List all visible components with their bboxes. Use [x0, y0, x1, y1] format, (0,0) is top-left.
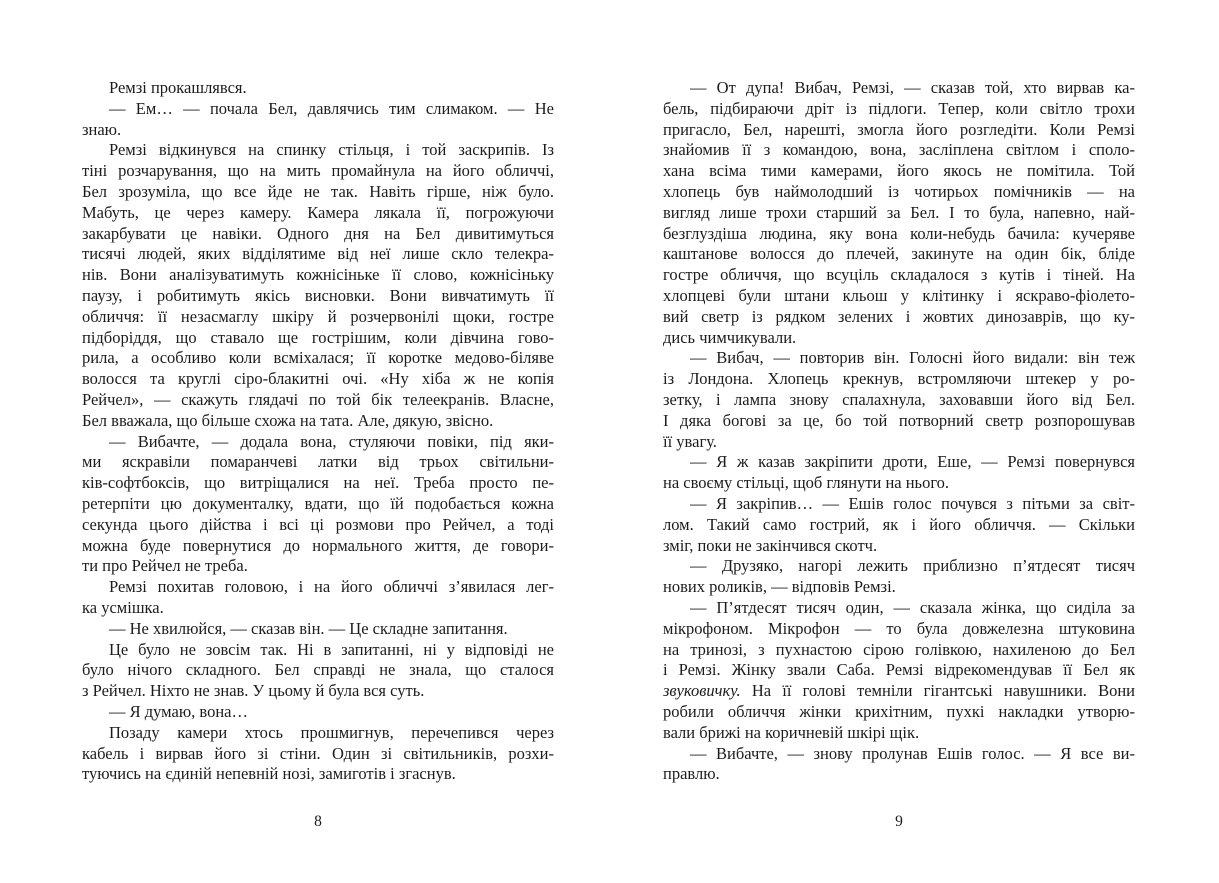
- text-line: дись чимчикували.: [663, 327, 797, 347]
- text-line: рила, а особливо коли всміхалася; її коротке медово-біляве: [82, 348, 554, 368]
- text-line: — Вибачте, — додала вона, стуляючи повіки, під яки-: [109, 431, 554, 451]
- text-line: закарбувати це навіки. Одного дня на Бел дивитимуться: [82, 223, 554, 243]
- text-line: лом. Такий само гострий, як і його обличчя. — Скільки: [663, 514, 1135, 534]
- text-segment: На її голові темніли гігантські навушники. Вони: [740, 681, 1135, 701]
- text-line: Ремзі прокашлявся.: [109, 78, 247, 97]
- text-line: підборіддя, що ставало ще гострішим, коли дівчина гово-: [82, 327, 554, 347]
- text-line: — П’ятдесят тисяч один, — сказала жінка, що сиділа за: [690, 597, 1135, 617]
- text-line: її увагу.: [663, 431, 717, 451]
- text-line: обличчя: її незасмаглу шкіру й розчервонілі щоки, гостре: [82, 306, 554, 326]
- text-line: Це було не зовсім так. Ні в запитанні, ні у відповіді не: [109, 639, 554, 659]
- text-line: Бел зрозуміла, що все йде не так. Навіть гірше, ніж було.: [82, 181, 554, 201]
- text-line: знайомив її з командою, вона, засліплена світлом і споло-: [663, 140, 1135, 160]
- text-line: вий светр із рядком зелених і жовтих динозаврів, що ку-: [663, 306, 1135, 326]
- text-line: на тринозі, з пухнастою сірою голівкою, нахиленою до Бел: [663, 639, 1135, 659]
- text-line: ків-софтбоксів, що витріщалися на неї. Треба просто пе-: [82, 473, 554, 493]
- text-line: хана всіма тими камерами, його якось не помітила. Той: [663, 161, 1135, 181]
- text-line: — Я ж казав закріпити дроти, Еше, — Ремзі повернувся: [690, 452, 1135, 472]
- text-line: на своєму стільці, щоб глянути на нього.: [663, 473, 950, 493]
- text-line: хлопець був наймолодший із чотирьох помічників — на: [663, 181, 1135, 201]
- text-line: тіні розчарування, що на мить промайнула на його обличчі,: [82, 161, 554, 181]
- text-line: — Я закріпив… — Ешів голос почувся з пітьми за світ-: [690, 493, 1135, 513]
- text-line: [663, 681, 1135, 702]
- text-line: правлю.: [663, 764, 720, 784]
- text-line: Мабуть, це через камеру. Камера лякала її, погрожуючи: [82, 202, 554, 222]
- text-line: ми яскравіли помаранчеві латки від трьох світильни-: [82, 452, 554, 472]
- text-line: вали брижі на коричневій шкірі щік.: [663, 722, 920, 742]
- text-line: зетку, і лампа знову спалахнула, заховавши його від Бел.: [663, 389, 1135, 409]
- text-line: Рейчел», — скажуть глядачі по той бік телеекранів. Власне,: [82, 389, 554, 409]
- text-line: із Лондона. Хлопець крекнув, встромляючи штекер у ро-: [663, 369, 1135, 389]
- text-line: І дяка богові за це, бо той потворний светр розпорошував: [663, 410, 1135, 430]
- text-line: нових роликів, — відповів Ремзі.: [663, 577, 896, 597]
- italic-text-segment: звуковичку.: [663, 681, 741, 701]
- text-line: мікрофоном. Мікрофон — то була довжелезна штуковина: [663, 618, 1135, 638]
- left-page-text: [82, 78, 554, 785]
- text-line: Бел вважала, що більше схожа на тата. Але, дякую, звісно.: [82, 410, 494, 430]
- right-page-number: 9: [895, 813, 903, 830]
- text-line: — Я думаю, вона…: [109, 701, 248, 721]
- text-line: туючись на єдиній непевній нозі, замиготів і згаснув.: [82, 764, 456, 784]
- text-line: кабель і вирвав його зі стіни. Один зі світильників, розхи-: [82, 743, 554, 763]
- right-page-text: [663, 78, 1135, 785]
- text-line: — Ем… — почала Бел, давлячись тим слимаком. — Не: [109, 98, 554, 118]
- text-line: Ремзі відкинувся на спинку стільця, і той заскрипів. Із: [109, 140, 554, 160]
- text-line: хлопцеві були штани кльош у клітинку і яскраво-фіолето-: [663, 285, 1135, 305]
- text-line: ка усмішка.: [82, 597, 164, 617]
- text-line: — Не хвилюйся, — сказав він. — Це складне запитання.: [109, 618, 508, 638]
- text-line: — Вибачте, — знову пролунав Ешів голос. — Я все ви-: [690, 743, 1135, 763]
- text-line: секунда цього дійства і всі ці розмови про Рейчел, а тоді: [82, 514, 554, 534]
- text-line: ретерпіти цю документалку, вдати, що їй подобається кожна: [82, 493, 554, 513]
- text-line: робили обличчя жінки крихітним, пухкі накладки утворю-: [663, 701, 1135, 721]
- text-line: — Друзяко, нагорі лежить приблизно п’ятдесят тисяч: [690, 556, 1135, 576]
- text-line: було нічого складного. Бел справді не знала, що сталося: [82, 660, 554, 680]
- text-line: Ремзі похитав головою, і на його обличчі з’явилася лег-: [109, 577, 554, 597]
- text-line: знаю.: [82, 119, 122, 139]
- text-line: пригасло, Бел, нарешті, змогла його розгледіти. Коли Ремзі: [663, 119, 1135, 139]
- text-line: тисячі людей, яких відділятиме від неї лише скло телекра-: [82, 244, 554, 264]
- text-line: — От дупа! Вибач, Ремзі, — сказав той, хто вирвав ка-: [690, 78, 1135, 97]
- text-line: паузу, і робитимуть якісь висновки. Вони вивчатимуть її: [82, 285, 554, 305]
- text-line: нів. Вони аналізуватимуть кожнісіньке її слово, кожнісіньку: [82, 265, 554, 285]
- text-line: і Ремзі. Жінку звали Саба. Ремзі відрекомендував її Бел як: [663, 660, 1135, 680]
- text-line: можна буде повернутися до нормального життя, де говори-: [82, 535, 554, 555]
- text-line: з Рейчел. Ніхто не знав. У цьому й була вся суть.: [82, 681, 425, 701]
- text-line: каштанове волосся до плечей, закинуте на один бік, бліде: [663, 244, 1135, 264]
- text-line: зміг, поки не закінчився скотч.: [663, 535, 878, 555]
- text-line: — Вибач, — повторив він. Голосні його видали: він теж: [690, 348, 1135, 368]
- left-page-number: 8: [314, 813, 322, 830]
- text-line: бель, підбираючи дріт із підлоги. Тепер, коли світло трохи: [663, 98, 1135, 118]
- text-line: ти про Рейчел не треба.: [82, 556, 248, 576]
- text-line: Позаду камери хтось прошмигнув, перечепився через: [109, 722, 554, 742]
- text-line: безглуздіша людина, яку вона коли-небудь бачила: кучеряве: [663, 223, 1135, 243]
- text-line: волосся та круглі сіро-блакитні очі. «Ну хіба ж не копія: [82, 369, 554, 389]
- text-line: вигляд лише трохи старший за Бел. І то була, напевно, най-: [663, 202, 1135, 222]
- text-line: гостре обличчя, що всуціль складалося з кутів і тіней. На: [663, 265, 1135, 285]
